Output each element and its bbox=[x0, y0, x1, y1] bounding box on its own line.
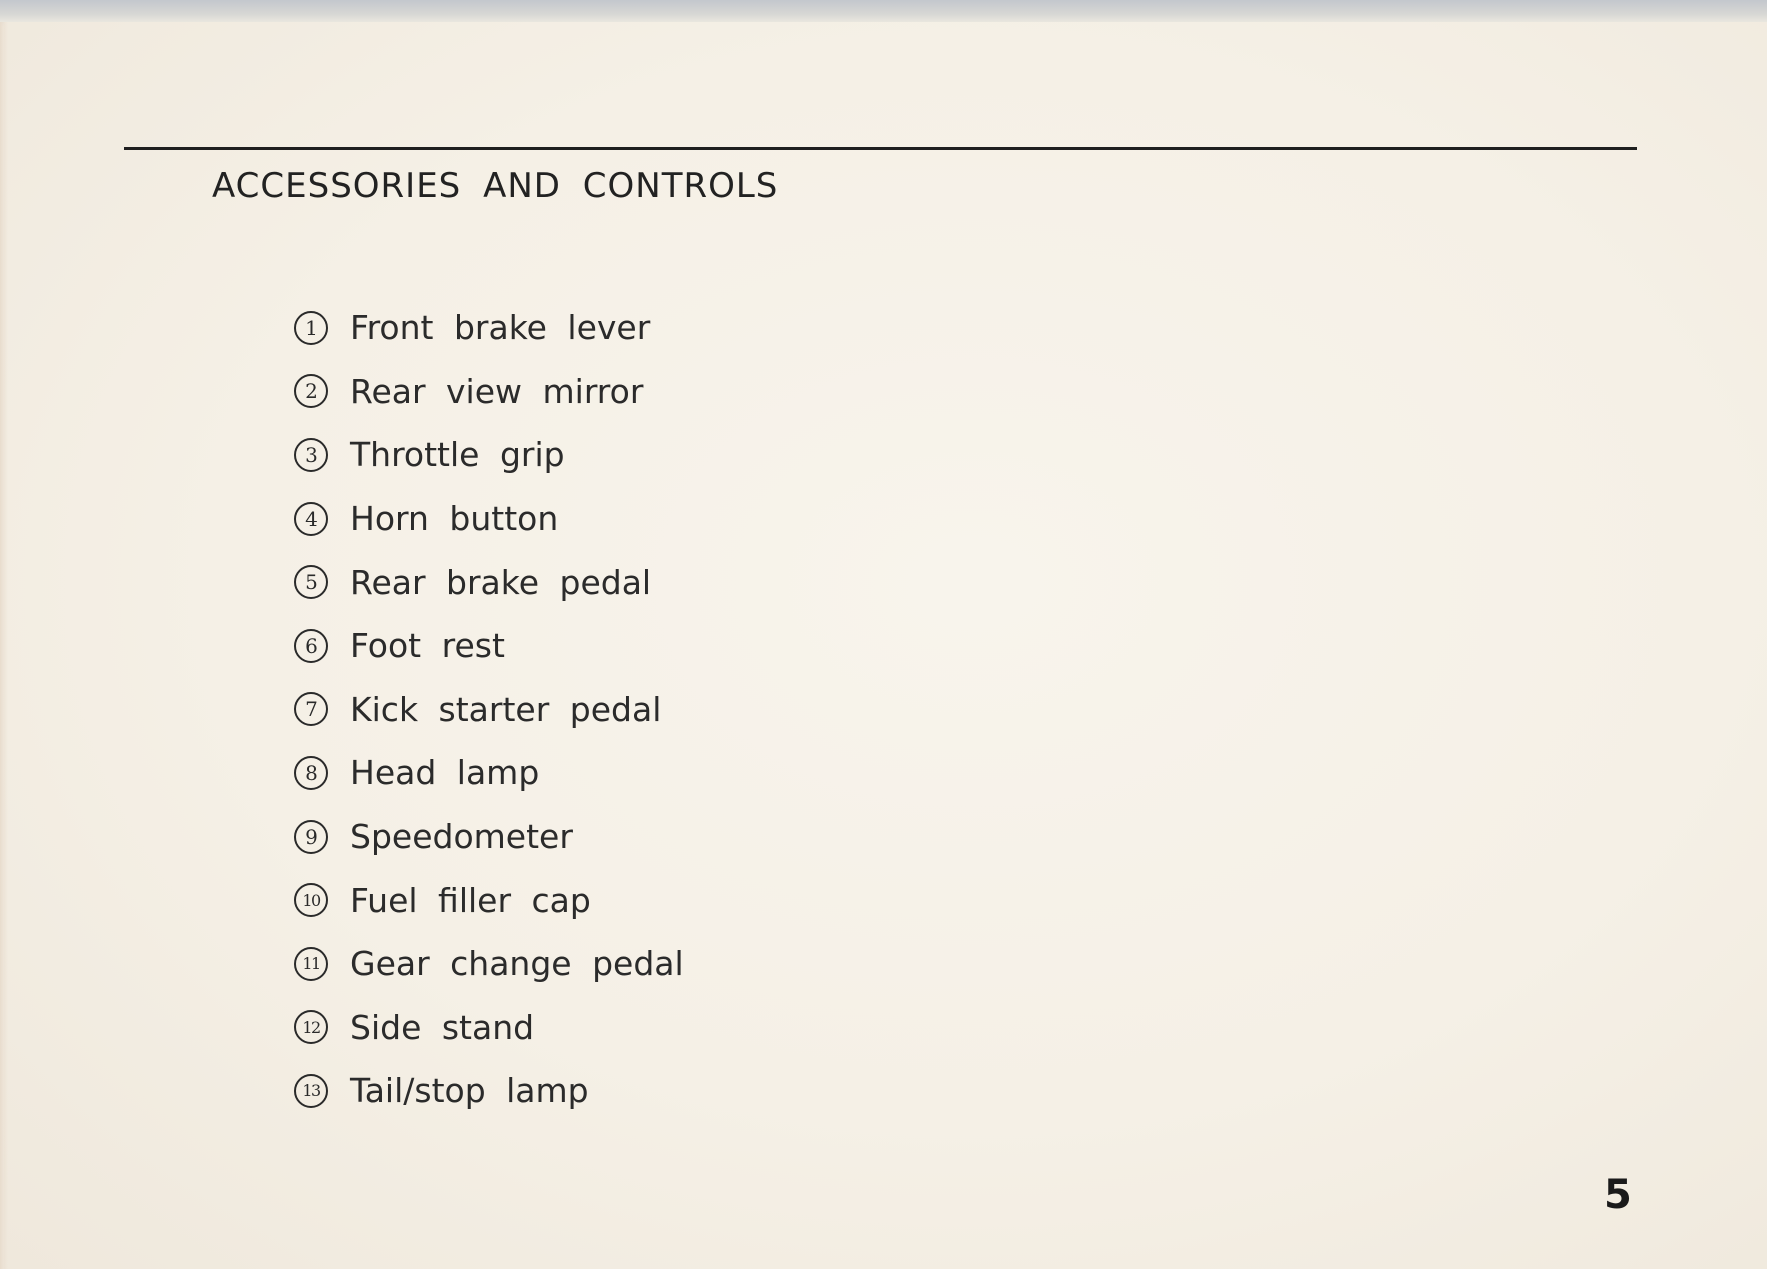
page-title: ACCESSORIES AND CONTROLS bbox=[212, 166, 779, 206]
item-number-badge: 9 bbox=[294, 820, 328, 854]
page-number: 5 bbox=[1604, 1172, 1632, 1218]
item-label: Tail/stop lamp bbox=[350, 1071, 589, 1111]
item-number-badge: 8 bbox=[294, 756, 328, 790]
item-label: Head lamp bbox=[350, 753, 540, 793]
heading-rule bbox=[124, 147, 1637, 150]
item-label: Foot rest bbox=[350, 626, 505, 666]
list-item bbox=[294, 741, 684, 805]
item-number-badge: 2 bbox=[294, 374, 328, 408]
list-item bbox=[294, 868, 684, 932]
list-item bbox=[294, 614, 684, 678]
list-item bbox=[294, 360, 684, 424]
item-number-badge: 7 bbox=[294, 692, 328, 726]
item-label: Fuel filler cap bbox=[350, 880, 591, 920]
paper-edge bbox=[0, 22, 8, 1269]
list-item bbox=[294, 996, 684, 1060]
list-item bbox=[294, 678, 684, 742]
list-item bbox=[294, 423, 684, 487]
list-item bbox=[294, 550, 684, 614]
item-number-badge: 13 bbox=[294, 1074, 328, 1108]
list-item bbox=[294, 1059, 684, 1123]
list-item bbox=[294, 487, 684, 551]
paper-sheet bbox=[4, 22, 1767, 1269]
item-label: Speedometer bbox=[350, 817, 573, 857]
item-label: Side stand bbox=[350, 1007, 535, 1047]
item-number-badge: 3 bbox=[294, 438, 328, 472]
item-number-badge: 4 bbox=[294, 502, 328, 536]
item-label: Gear change pedal bbox=[350, 944, 684, 984]
list-item bbox=[294, 296, 684, 360]
item-number-badge: 1 bbox=[294, 311, 328, 345]
item-label: Rear view mirror bbox=[350, 371, 644, 411]
controls-list bbox=[294, 296, 684, 1123]
item-number-badge: 12 bbox=[294, 1010, 328, 1044]
item-number-badge: 10 bbox=[294, 883, 328, 917]
item-label: Front brake lever bbox=[350, 308, 651, 348]
item-number-badge: 5 bbox=[294, 565, 328, 599]
list-item bbox=[294, 805, 684, 869]
item-label: Kick starter pedal bbox=[350, 689, 662, 729]
item-number-badge: 6 bbox=[294, 629, 328, 663]
item-number-badge: 11 bbox=[294, 947, 328, 981]
item-label: Horn button bbox=[350, 499, 559, 539]
list-item bbox=[294, 932, 684, 996]
item-label: Rear brake pedal bbox=[350, 562, 652, 602]
item-label: Throttle grip bbox=[350, 435, 565, 475]
